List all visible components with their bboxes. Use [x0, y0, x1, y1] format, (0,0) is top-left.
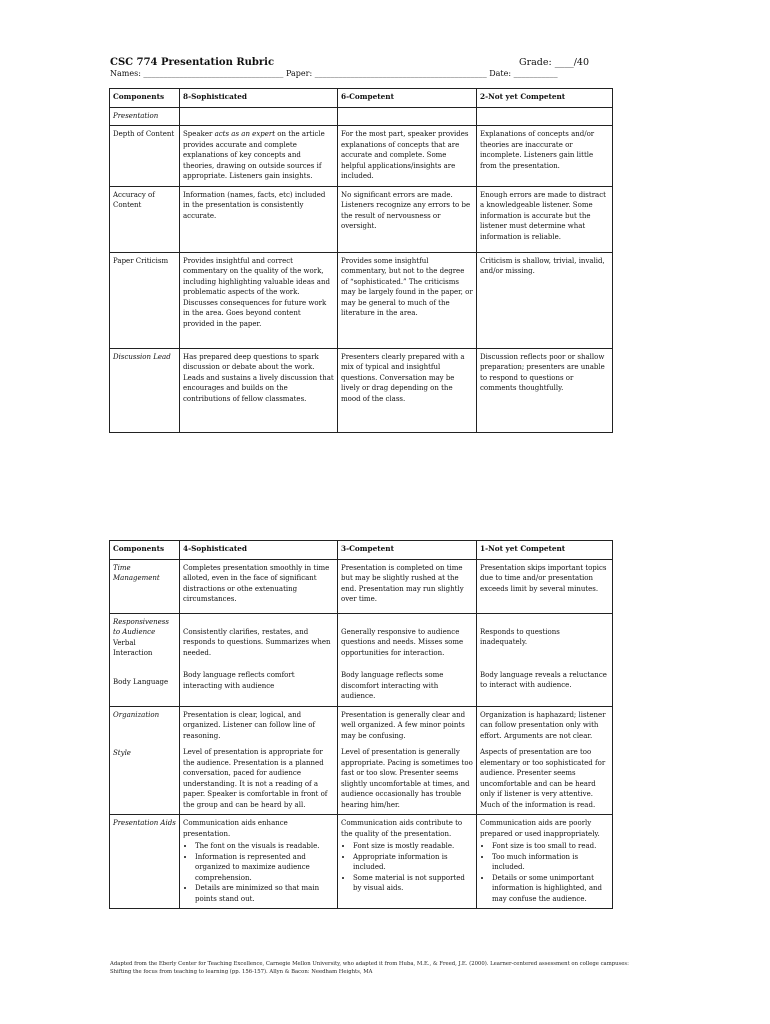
- column-header: 2-Not yet Competent: [477, 89, 613, 108]
- list-item: • Some material is not supported by visual aids.: [353, 873, 473, 894]
- row-label: [110, 613, 180, 706]
- table-cell: Completes presentation smoothly in time alloted, even in the face of significant distractions or othe extenuating circumstances.: [180, 559, 338, 613]
- row-label: Presentation Aids: [110, 815, 180, 909]
- table-cell: Presenters clearly prepared with a mix of typical and insightful questions. Conversation may be lively or drag depending on the mood of the class.: [338, 348, 477, 432]
- column-header: Components: [110, 541, 180, 560]
- grade-field: Grade: ____/40: [519, 57, 590, 68]
- section-row: [110, 107, 613, 126]
- list-item: • Details are minimized so that main points stand out.: [195, 883, 334, 904]
- table-cell: [180, 706, 338, 815]
- row-sublabel: Style: [113, 749, 131, 757]
- table-cell: [338, 613, 477, 706]
- column-header: 4-Sophisticated: [180, 541, 338, 560]
- bullet-list: [341, 841, 473, 894]
- table-cell: Provides insightful and correct commentary on the quality of the work, including highlighting valuable ideas and problematic aspects of the work. Discusses consequences for future work in the area. Goes beyond content provided in the paper.: [180, 252, 338, 348]
- table-cell: Information (names, facts, etc) included in the presentation is consistently accurate.: [180, 186, 338, 252]
- row-label: Discussion Lead: [110, 348, 180, 432]
- table-cell: Provides some insightful commentary, but not to the degree of “sophisticated.” The criticisms may be largely found in the paper, or may be general to much of the literature in the area.: [338, 252, 477, 348]
- section-label: Responsiveness to Audience: [113, 617, 169, 636]
- list-item: • Font size is too small to read.: [492, 841, 609, 852]
- cell-text: Responds to questions inadequately.: [480, 627, 560, 646]
- list-item: • Too much information is included.: [492, 852, 609, 873]
- list-item: • The font on the visuals is readable.: [195, 841, 334, 852]
- column-header: Components: [110, 89, 180, 108]
- table-cell: Explanations of concepts and/or theories are inaccurate or incomplete. Listeners gain little from the presentation.: [477, 126, 613, 187]
- cell-text: Aspects of presentation are too elementary or too sophisticated for audience. Presenter seems uncomfortable and can be heard only if listener is very attentive. Much of the information is read.: [480, 748, 606, 809]
- table-header-row: [110, 89, 613, 108]
- row-sublabel: Body Language: [113, 677, 169, 686]
- table-cell: Enough errors are made to distract a knowledgeable listener. Some information is accurate but the listener must determine what information is reliable.: [477, 186, 613, 252]
- cell-text: Organization is haphazard; listener can follow presentation only with effort. Arguments are not clear.: [480, 710, 606, 740]
- table-row: [110, 706, 613, 815]
- bullet-list: [480, 841, 609, 904]
- table-cell: For the most part, speaker provides explanations of concepts that are accurate and complete. Some helpful applications/insights are included.: [338, 126, 477, 187]
- row-label: Time Management: [110, 559, 180, 613]
- table-cell: Has prepared deep questions to spark discussion or debate about the work. Leads and sustains a lively discussion that encourages and builds on the contributions of fellow classmates.: [180, 348, 338, 432]
- cell-text: Communication aids enhance presentation.: [183, 819, 288, 838]
- cell-text: Level of presentation is generally appropriate. Pacing is sometimes too fast or too slow. Presenter seems slightly uncomfortable at times, and audience occasionally has trouble hearing him/her.: [341, 748, 473, 809]
- cell-text: Body language reflects comfort interacting with audience: [183, 671, 295, 690]
- table-cell: Presentation is completed on time but may be slightly rushed at the end. Presentation may run slightly over time.: [338, 559, 477, 613]
- table-cell: [338, 706, 477, 815]
- table-cell: [180, 613, 338, 706]
- table-row: [110, 348, 613, 432]
- rubric-table-delivery: [109, 540, 613, 909]
- list-item: • Details or some unimportant information is highlighted, and may confuse the audience.: [492, 873, 609, 905]
- row-label: [110, 706, 180, 815]
- table-row: [110, 252, 613, 348]
- footnote-citation: Adapted from the Eberly Center for Teaching Excellence, Carnegie Mellon University, who adapted it from Huba, M.E., & Freed, J.E. (2000). Learner-centered assessment on college campuses: Shifting the focus from teaching to learning (pp. 156-157). Allyn & Bacon: Needham Heights, MA: [110, 961, 629, 975]
- table-cell: No significant errors are made. Listeners recognize any errors to be the result of nervousness or oversight.: [338, 186, 477, 252]
- section-label: Presentation: [110, 107, 180, 126]
- table-row: [110, 559, 613, 613]
- cell-text: Communication aids contribute to the quality of the presentation.: [341, 819, 463, 838]
- table-cell: Presentation skips important topics due to time and/or presentation exceeds limit by several minutes.: [477, 559, 613, 613]
- table-row: [110, 613, 613, 706]
- table-cell: [338, 815, 477, 909]
- table-cell: [477, 815, 613, 909]
- list-item: • Appropriate information is included.: [353, 852, 473, 873]
- cell-text: Level of presentation is appropriate for the audience. Presentation is a planned conversation, paced for audience understanding. It is not a reading of a paper. Speaker is comfortable in front of the group and can be heard by all.: [183, 748, 328, 809]
- table-row: [110, 186, 613, 252]
- cell-text: Consistently clarifies, restates, and responds to questions. Summarizes when needed.: [183, 627, 331, 657]
- table-row: [110, 126, 613, 187]
- cell-text: Generally responsive to audience questions and needs. Misses some opportunities for interaction.: [341, 627, 464, 657]
- cell-text: Communication aids are poorly prepared or used inappropriately.: [480, 819, 600, 838]
- list-item: • Font size is mostly readable.: [353, 841, 473, 852]
- names-paper-date-line: Names: ___________________________________ Paper: ___________________________________________ Date: ___________: [110, 69, 558, 78]
- table-cell: [477, 706, 613, 815]
- row-label: Accuracy of Content: [110, 186, 180, 252]
- column-header: 6-Competent: [338, 89, 477, 108]
- cell-text: Presentation is clear, logical, and organized. Listener can follow line of reasoning.: [183, 710, 316, 740]
- cell-text: Body language reflects some discomfort interacting with audience.: [341, 671, 444, 700]
- column-header: 1-Not yet Competent: [477, 541, 613, 560]
- table-cell: Speaker acts as an expert on the article provides accurate and complete explanations of key concepts and theories, drawing on outside sources if appropriate. Listeners gain insights.: [180, 126, 338, 187]
- row-sublabel: Organization: [113, 710, 160, 719]
- table-row: [110, 815, 613, 909]
- row-sublabel: Verbal Interaction: [113, 638, 153, 657]
- cell-text: Presentation is generally clear and well organized. A few minor points may be confusing.: [341, 710, 466, 740]
- table-header-row: [110, 541, 613, 560]
- table-cell: Criticism is shallow, trivial, invalid, and/or missing.: [477, 252, 613, 348]
- rubric-table-presentation: [109, 88, 613, 433]
- table-cell: Discussion reflects poor or shallow preparation; presenters are unable to respond to questions or comments thoughtfully.: [477, 348, 613, 432]
- column-header: 8-Sophisticated: [180, 89, 338, 108]
- column-header: 3-Competent: [338, 541, 477, 560]
- cell-text: Body language reveals a reluctance to interact with audience.: [480, 670, 607, 689]
- page-title: CSC 774 Presentation Rubric: [110, 57, 275, 68]
- table-cell: [477, 613, 613, 706]
- table-cell: [180, 815, 338, 909]
- row-label: Depth of Content: [110, 126, 180, 187]
- list-item: • Information is represented and organized to maximize audience comprehension.: [195, 852, 334, 884]
- bullet-list: [183, 841, 334, 904]
- row-label: Paper Criticism: [110, 252, 180, 348]
- emphasis-text: acts as an expert: [214, 130, 276, 138]
